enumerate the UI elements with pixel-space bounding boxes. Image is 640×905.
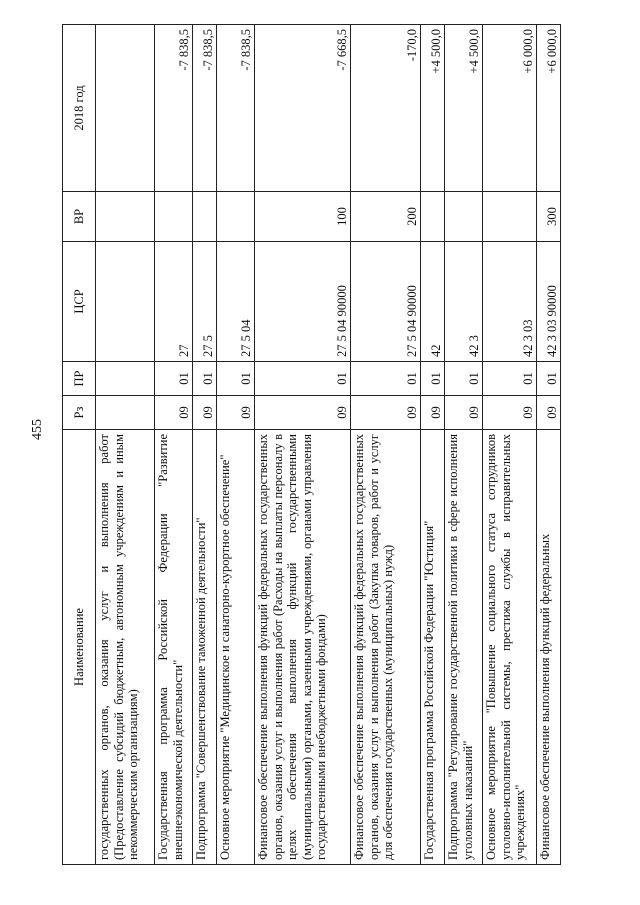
row-pr <box>96 362 155 396</box>
table-row <box>445 25 483 865</box>
row-pr: 01 <box>217 362 255 396</box>
row-vr <box>445 192 483 242</box>
row-pr: 01 <box>421 362 445 396</box>
row-pr: 01 <box>537 362 561 396</box>
row-vr <box>217 192 255 242</box>
row-csr: 27 5 04 90000 <box>351 242 421 362</box>
row-csr: 42 3 03 90000 <box>537 242 561 362</box>
row-vr: 200 <box>351 192 421 242</box>
row-csr: 27 5 <box>193 242 217 362</box>
row-value: -7 838,5 <box>217 25 255 192</box>
col-header-csr: ЦСР <box>63 242 96 362</box>
row-csr: 27 5 04 90000 <box>255 242 351 362</box>
table-row <box>217 25 255 865</box>
table-row <box>537 25 561 865</box>
row-value: +6 000,0 <box>483 25 537 192</box>
row-pr: 01 <box>445 362 483 396</box>
row-rz <box>96 396 155 430</box>
table-row <box>351 25 421 865</box>
table-row <box>155 25 193 865</box>
row-rz: 09 <box>483 396 537 430</box>
row-name: государственных органов, оказания услуг и выполнения работ (Предоставление субсидий бюджетным, автономным учреждениям и иным некоммерческим организациям) <box>96 430 155 865</box>
col-header-rz: Рз <box>63 396 96 430</box>
row-vr <box>483 192 537 242</box>
row-name: Государственная программа Российской Федерации "Юстиция" <box>421 430 445 865</box>
row-name: Финансовое обеспечение выполнения функций федеральных государственных органов, оказания услуг и выполнения работ (Расходы на выплаты персоналу в целях обеспечения выполнения функций государственными (муниципальными) органами, казенными учреждениями, органами управления государственными внебюджетными фондами) <box>255 430 351 865</box>
table-row <box>421 25 445 865</box>
row-rz: 09 <box>217 396 255 430</box>
row-value: +4 500,0 <box>421 25 445 192</box>
row-rz: 09 <box>445 396 483 430</box>
table-row <box>255 25 351 865</box>
row-csr: 27 5 04 <box>217 242 255 362</box>
row-csr: 42 3 <box>445 242 483 362</box>
col-header-name: Наименование <box>63 430 96 865</box>
page-number: 455 <box>30 419 45 440</box>
row-value: -7 668,5 <box>255 25 351 192</box>
budget-table <box>62 24 561 865</box>
row-name: Финансовое обеспечение выполнения функций федеральных государственных органов, оказания услуг и выполнения работ (Закупка товаров, работ и услуг для обеспечения государственных (муниципальных) нужд) <box>351 430 421 865</box>
row-pr: 01 <box>483 362 537 396</box>
row-pr: 01 <box>255 362 351 396</box>
row-csr <box>96 242 155 362</box>
row-csr: 42 <box>421 242 445 362</box>
row-rz: 09 <box>255 396 351 430</box>
row-name: Основное мероприятие "Повышение социального статуса сотрудников уголовно-исполнительной системы, престижа службы в исправительных учреждениях" <box>483 430 537 865</box>
row-rz: 09 <box>351 396 421 430</box>
row-name: Финансовое обеспечение выполнения функций федеральных <box>537 430 561 865</box>
row-value: +4 500,0 <box>445 25 483 192</box>
row-rz: 09 <box>193 396 217 430</box>
row-value <box>96 25 155 192</box>
row-value: +6 000,0 <box>537 25 561 192</box>
row-vr <box>421 192 445 242</box>
row-name: Основное мероприятие "Медицинское и санаторно-курортное обеспечение" <box>217 430 255 865</box>
table-row <box>96 25 155 865</box>
header-row <box>63 25 96 865</box>
row-pr: 01 <box>193 362 217 396</box>
row-pr: 01 <box>155 362 193 396</box>
col-header-pr: ПР <box>63 362 96 396</box>
row-csr: 27 <box>155 242 193 362</box>
row-vr: 300 <box>537 192 561 242</box>
rotated-page <box>62 25 562 865</box>
row-rz: 09 <box>421 396 445 430</box>
row-name: Подпрограмма "Регулирование государственной политики в сфере исполнения уголовных наказаний" <box>445 430 483 865</box>
table-row <box>483 25 537 865</box>
row-vr: 100 <box>255 192 351 242</box>
row-vr <box>155 192 193 242</box>
row-value: -7 838,5 <box>193 25 217 192</box>
row-vr <box>193 192 217 242</box>
col-header-year: 2018 год <box>63 25 96 192</box>
row-value: -7 838,5 <box>155 25 193 192</box>
row-rz: 09 <box>155 396 193 430</box>
table-row <box>193 25 217 865</box>
row-name: Государственная программа Российской Федерации "Развитие внешнеэкономической деятельности" <box>155 430 193 865</box>
row-pr: 01 <box>351 362 421 396</box>
row-rz: 09 <box>537 396 561 430</box>
row-name: Подпрограмма "Совершенствование таможенной деятельности" <box>193 430 217 865</box>
row-vr <box>96 192 155 242</box>
col-header-vr: ВР <box>63 192 96 242</box>
row-csr: 42 3 03 <box>483 242 537 362</box>
row-value: -170,0 <box>351 25 421 192</box>
